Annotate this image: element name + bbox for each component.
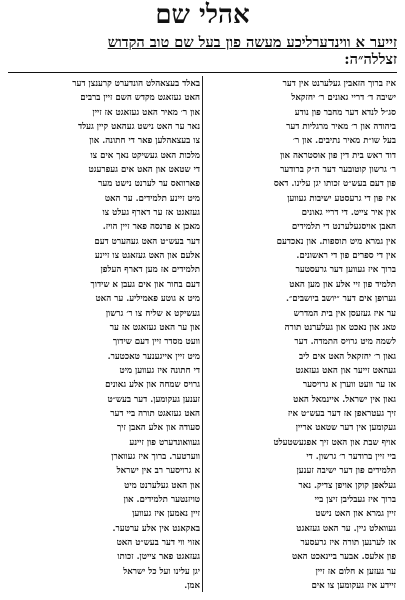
text-line: געוואונדערט פון זיינע [129,437,200,448]
text-line: אויף שבת און האט זיך אפגעשטעלט [273,437,396,448]
text-line: באקאנט אין אלע ערטער. [112,523,200,534]
text-line: ברוך איז געבליבן זיצן ביי [314,494,396,505]
text-line: ביי זיין ברודער ר׳ גרשון. די [306,451,396,462]
text-line: און ר׳ מאיר האט געזאגט אז זיין [92,107,200,118]
text-line: געזאגט אז ער דארף געלט צו [102,208,200,219]
text-line: מיט זיין אייגענער טאכטער. [107,351,200,362]
text-line: בעל שו״ת מאיר נתיבים. און ר׳ [292,136,396,147]
text-line: ר׳ גרשון קוטובער דער ה״ק ברודער [280,165,396,176]
text-line: די חתונה איז געווען מיט [119,365,200,376]
text-line: ווערטער. ברוך איז געווארן [111,451,200,462]
text-line: אמן. [184,581,200,592]
text-line: איז ברוך הזאבין געלערנט אין דער [282,79,396,89]
text-line: געלאפן קוקן אויפן צדיק. נאר [298,480,396,491]
text-line: האט געזאגט תורה ביי דער [110,408,200,419]
text-line: און האט געלערנט מיט [124,480,200,491]
text-line: געקומען אין דער שטאט אריין [295,423,396,434]
text-line: האט געזאגט מקדש השם זיין ברבים [80,93,200,104]
text-line: ער איז געזעסן אין בית המדרש [293,308,396,319]
text-line: יגן עלינו ועל כל ישראל [123,566,200,577]
text-line: דער בעש״ט האט געהערט דעם [94,236,200,247]
text-line: דעם בחור און אים געבן א שידוך [90,279,200,290]
text-line: א גרויסער רב אין ישראל [116,466,200,477]
text-line: אז לערנען תורה איז גרעסער [300,538,396,548]
column-divider [202,76,203,592]
text-line: איז פון די גרעסטע ישיבות געווען [287,193,396,204]
text-line: אין גמרא מיט תוספות. און נאכדעם [276,236,396,247]
text-line: סג״ל לנדא דער מחבר פון נודע [294,107,396,118]
text-line: תלמידים אז מען דארף העלפן [100,265,200,276]
text-line: זיך געטראפן אז דער בעש״ט איז [287,408,396,419]
headline-line-2: זצללה״ה: [344,51,397,68]
text-line: פון דעם בעש״ט זכותו יגן עלינו. דאס [273,179,396,190]
text-line: דוד ראש בית דין פון אוסטראה און [280,150,396,161]
text-line: זיין נאמען איז געווען [132,509,200,520]
text-line: און ער האט געזאגט אז ער [109,322,200,333]
text-line: אז ער וועט ווערן א גרויסער [302,380,396,391]
text-line: אין איר צייט. די דריי גאונים [301,208,396,219]
text-line: צו בעצאהלען פאר די חתונה. און [89,136,200,147]
text-line: זיידע איז געקומען צו אים [311,581,396,592]
text-line: גערופן אים דער ״יושב ביושבים״. [286,294,396,305]
text-line: וועט מסדר זיין דעם שידוך [112,337,200,348]
text-line: טויזנטער תלמידים. און [123,494,200,505]
text-line: זיין גמרא און האט נישט [315,509,396,520]
text-line: מיט זיינע תלמידים. ער האט [104,193,200,204]
text-line: אלעם און האט געזאגט צו זיינע [94,251,200,262]
text-line: נאר ער האט נישט געהאט קיין געלד [77,122,200,133]
text-line: פארוואס ער לערנט נישט מער [98,179,200,190]
text-line: ביהודה און ר׳ מאיר מרגליות דער [286,122,396,133]
text-line: מיט א גוטע פאמיליע. ער האט [95,294,200,305]
text-line: גאון אין ישראל. איינמאל האט [293,394,396,405]
header-rule [8,72,397,73]
text-line: באלד בעצאהלט הונדערט קרענצן דער [72,79,200,89]
text-line: לשמה מיט גרויס התמדה. דער [294,337,396,348]
text-line: תלמידים פון דער ישיבה זענען [296,466,396,477]
text-line: סעודה און אלע האבן זיך [117,423,200,434]
text-line: זענען געקומען. דער בעש״ט [107,394,200,405]
text-line: תלמיד פון זיי אלע און מען האט [289,279,396,290]
text-line: ברוך איז געווען דער גרעסטער [295,265,396,276]
right-text-column [206,77,396,592]
text-line: ער געזען א חלום אז זיין [315,566,396,577]
page-title: אהלי שם [155,0,250,30]
text-line: מאכן א פרנסה פאר זיין הויז. [102,222,200,233]
text-line: ישיבה ד׳ דריי גאונים ר׳ יחזקאל [291,93,396,104]
text-line: געזאגט פאר צייטן. זכותו [117,552,200,563]
text-line: מלכות האט געשיקט נאך אים צו [90,150,200,161]
text-line: האבן אויסגעלערנט די תלמידים [291,222,396,233]
text-line: געוואלט גיין. ער האט געזאגט [296,523,396,534]
article-headline [8,34,397,68]
text-line: פון אלעס. אבער ביינאכט האט [291,552,396,563]
text-line: געשיקט א שליח צו ר׳ גרשון [105,308,200,319]
text-line: געהאט זייער און האט געזאגט [295,365,396,376]
text-line: טאג און נאכט און געלערנט תורה [284,322,396,333]
left-text-column [10,77,200,592]
headline-line-1: זייער א ווינדערליכע מעשה פון בעל שם טוב הקדוש [107,34,397,51]
text-line: די שטאט און האט אים געפרעגט [88,165,200,176]
text-line: אין די ספרים פון די ראשונים. [296,251,396,262]
text-line: גרויס שמחה און אלע גאונים [105,380,200,391]
text-line: גאון ר׳ יחזקאל האט אים ליב [299,351,396,362]
text-line: אזוי ווי דער בעש״ט האט [116,538,200,548]
